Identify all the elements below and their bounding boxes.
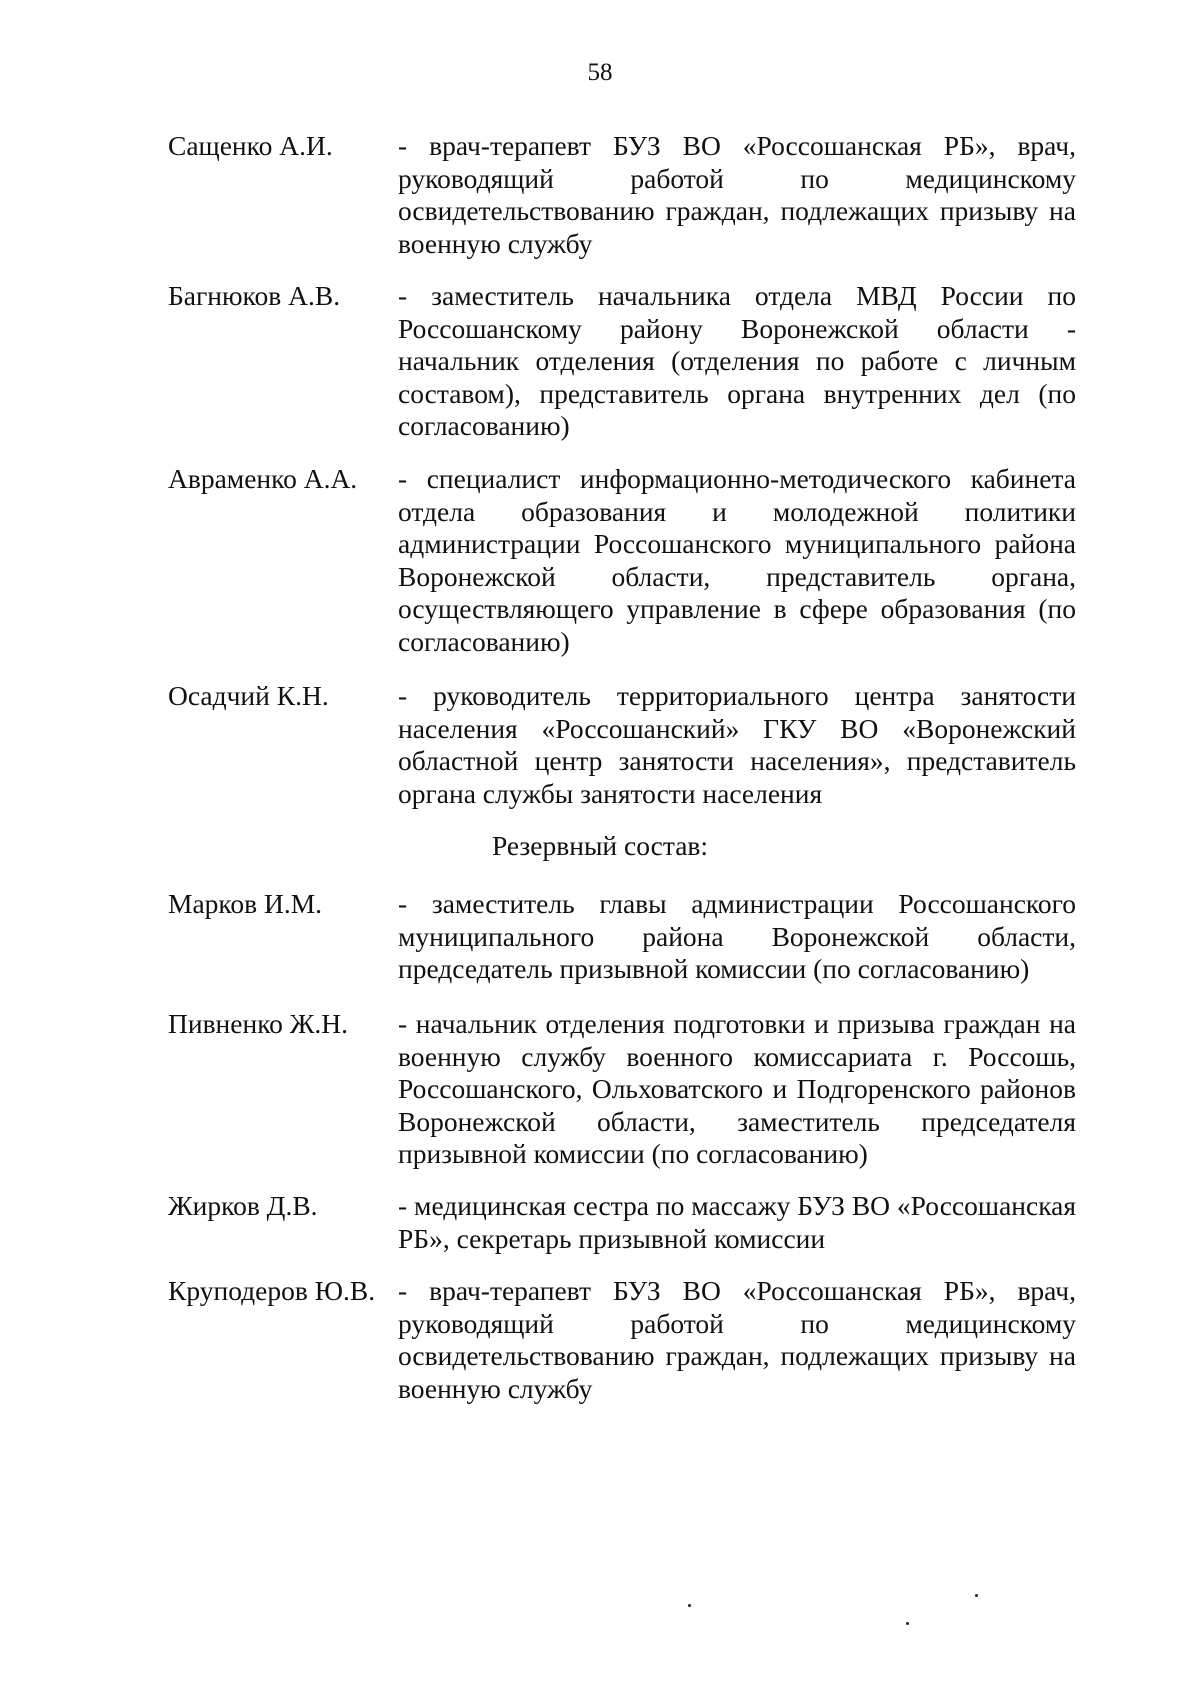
member-name: Авраменко А.А. (168, 463, 358, 494)
scan-speck (688, 1604, 691, 1607)
scan-speck (975, 1594, 978, 1597)
member-name: Жирков Д.В. (168, 1190, 318, 1221)
member-name: Марков И.М. (168, 888, 323, 919)
member-description: - начальник отделения подготовки и призыва граждан на военную службу военного комиссариата г. Россошь, Россошанского, Ольховатского и Подгоренского районов Воронежской области, заместитель председателя призывной комиссии (по согласованию) (398, 1008, 1076, 1169)
member-name: Багнюков А.В. (168, 280, 341, 311)
page-number: 58 (587, 59, 613, 86)
scan-speck (906, 1622, 909, 1625)
member-description: - врач-терапевт БУЗ ВО «Россошанская РБ», врач, руководящий работой по медицинскому освидетельствованию граждан, подлежащих призыву на военную службу (398, 1275, 1076, 1404)
member-name: Осадчий К.Н. (168, 680, 329, 711)
member-description: - руководитель территориального центра занятости населения «Россошанский» ГКУ ВО «Воронежский областной центр занятости населения», представитель органа службы занятости населения (398, 680, 1076, 809)
member-description: - медицинская сестра по массажу БУЗ ВО «Россошанская РБ», секретарь призывной комиссии (398, 1190, 1076, 1254)
member-description: - заместитель начальника отдела МВД России по Россошанскому району Воронежской области - начальник отделения (отделения по работе с личным составом), представитель органа внутренних дел (по согласованию) (398, 280, 1076, 441)
reserve-section-title: Резервный состав: (491, 830, 709, 861)
member-description: - заместитель главы администрации Россошанского муниципального района Воронежской области, председатель призывной комиссии (по согласованию) (398, 888, 1076, 984)
member-name: Пивненко Ж.Н. (168, 1008, 349, 1039)
member-name: Круподеров Ю.В. (168, 1275, 376, 1306)
member-name: Сащенко А.И. (168, 130, 333, 161)
member-description: - врач-терапевт БУЗ ВО «Россошанская РБ», врач, руководящий работой по медицинскому освидетельствованию граждан, подлежащих призыву на военную службу (398, 130, 1076, 259)
member-description: - специалист информационно-методического кабинета отдела образования и молодежной политики администрации Россошанского муниципального района Воронежской области, представитель органа, осуществляющего управление в сфере образования (по согласованию) (398, 463, 1076, 657)
